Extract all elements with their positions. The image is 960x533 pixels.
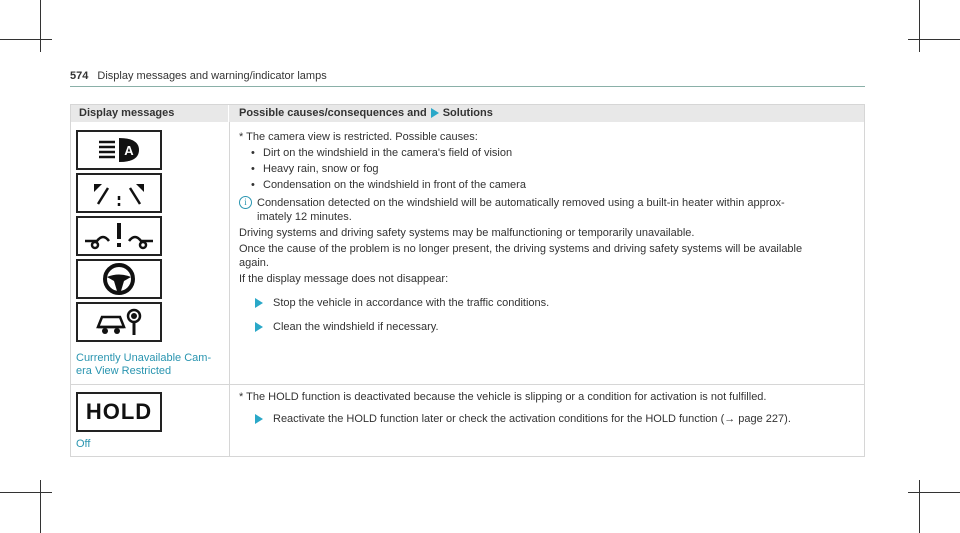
info-icon: i xyxy=(239,196,252,209)
arrow-icon xyxy=(255,322,263,332)
column-header-solutions: Possible causes/consequences and Solutions xyxy=(229,105,864,122)
header-divider xyxy=(70,86,865,87)
arrow-icon xyxy=(255,298,263,308)
driving-assist-warning-icon xyxy=(76,216,162,256)
crop-mark xyxy=(908,492,960,493)
svg-text:A: A xyxy=(124,143,134,158)
arrow-icon xyxy=(431,108,439,118)
column-header-messages: Display messages xyxy=(71,105,229,122)
message-caption-hold: Off xyxy=(76,438,91,450)
steering-wheel-icon xyxy=(76,259,162,299)
action-step: Stop the vehicle in accordance with the traffic conditions. xyxy=(239,296,856,310)
list-item: • Dirt on the windshield in the camera's field of vision xyxy=(239,146,856,160)
intro-text: * The HOLD function is deactivated because the vehicle is slipping or a condition for activation is not fulfilled. xyxy=(239,391,767,403)
page-title: Display messages and warning/indicator lamps xyxy=(97,70,327,82)
row-divider xyxy=(71,384,864,385)
hold-description xyxy=(239,390,856,426)
list-item: • Condensation on the windshield in front of the camera xyxy=(239,178,856,192)
column-divider xyxy=(229,122,230,456)
page-number: 574 xyxy=(70,70,89,82)
messages-table xyxy=(70,104,865,457)
headlamp-auto-icon xyxy=(76,130,162,170)
arrow-icon xyxy=(255,414,263,424)
crop-mark xyxy=(919,480,920,533)
crop-mark xyxy=(40,0,41,52)
action-step: Clean the windshield if necessary. xyxy=(239,320,856,334)
crop-mark xyxy=(40,480,41,533)
paragraph: again. xyxy=(239,257,269,269)
intro-text: * The camera view is restricted. Possible causes: xyxy=(239,131,478,143)
vehicle-sensor-icon xyxy=(76,302,162,342)
paragraph: If the display message does not disappear: xyxy=(239,273,449,285)
crop-mark xyxy=(0,492,52,493)
page-header xyxy=(70,70,327,82)
paragraph: Once the cause of the problem is no longer present, the driving systems and driving safety systems will be available xyxy=(239,243,803,255)
message-caption-camera: Currently Unavailable Cam- era View Restricted xyxy=(76,352,212,377)
action-step: Reactivate the HOLD function later or check the activation conditions for the HOLD function (→ page 227). xyxy=(239,412,856,426)
camera-restricted-description xyxy=(239,130,856,334)
crop-mark xyxy=(0,39,52,40)
info-note: i Condensation detected on the windshield will be automatically removed using a built-in heater within approx- imately 12 minutes. xyxy=(239,196,856,224)
crop-mark xyxy=(919,0,920,52)
crop-mark xyxy=(908,39,960,40)
hold-indicator-icon: HOLD xyxy=(76,392,162,432)
camera-view-icon xyxy=(76,173,162,213)
list-item: • Heavy rain, snow or fog xyxy=(239,162,856,176)
paragraph: Driving systems and driving safety systems may be malfunctioning or temporarily unavailable. xyxy=(239,227,695,239)
